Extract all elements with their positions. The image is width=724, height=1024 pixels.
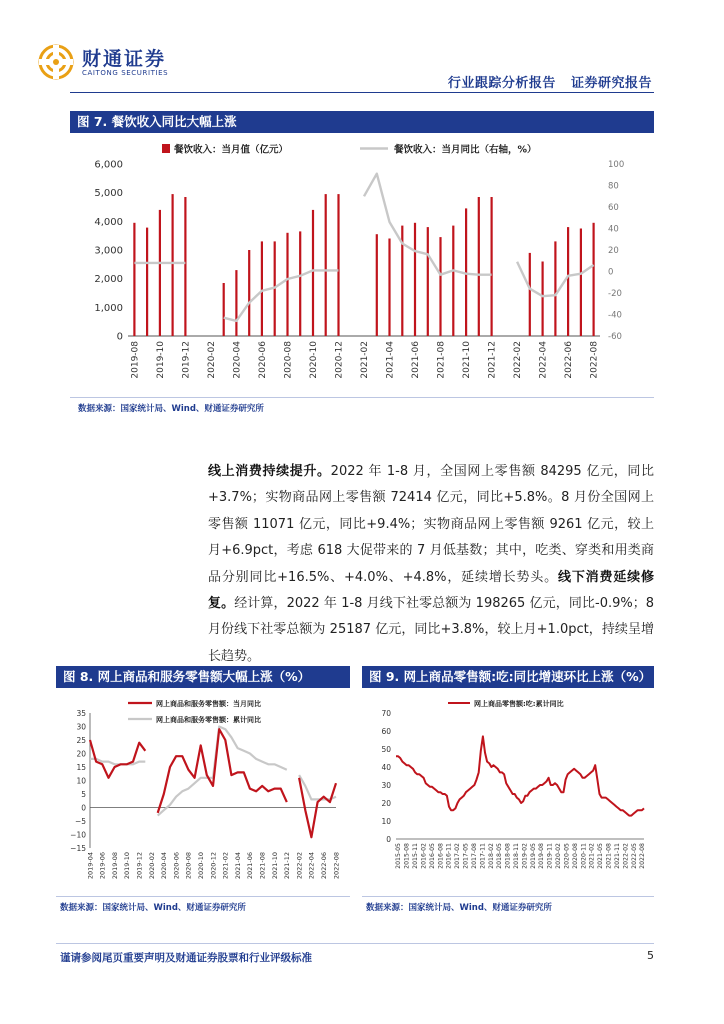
body-text-offline: 经计算，2022 年 1-8 月线下社零总额为 198265 亿元，同比-0.9%；8 月份线下社零总额为 25187 亿元，同比+3.8%，较上月+1.0pct，持续呈增长趋势。 (208, 596, 654, 664)
y-right-tick-label: 0 (608, 267, 614, 278)
bar-mark (542, 262, 544, 337)
x-tick-label: 2022-04 (307, 852, 316, 880)
y-tick-label: −5 (74, 816, 86, 826)
x-tick-label: 2018-05 (496, 843, 504, 869)
x-tick-label: 2019-02 (521, 843, 529, 869)
footer-disclaimer: 谨请参阅尾页重要声明及财通证券股票和行业评级标准 (60, 952, 312, 964)
x-tick-label: 2022-08 (639, 843, 647, 869)
bar-mark (580, 229, 582, 337)
y-right-tick-label: 80 (608, 181, 619, 192)
legend-bar-label: 餐饮收入：当月值（亿元） (174, 144, 289, 156)
body-highlight-offline: 线下消费延续修复。 (208, 569, 654, 612)
x-tick-label: 2019-08 (110, 852, 119, 880)
body-text-online: 2022 年 1-8 月，全国网上零售额 84295 亿元，同比+3.7%；实物商品网上零售额 72414 亿元，同比+5.8%。8 月份全国网上零售额 11071 亿元，同比+9.4%；实物商品网上零售额 9261 亿元，较上月+6.9pct，考虑 618 大促带来的 7 月低基数；其中，吃类、穿类和用类商品分别同比+16.5%、+4.0%、+4.8%，延续增长势头。 (208, 464, 654, 585)
body-highlight-online: 线上消费持续提升。 (208, 464, 331, 479)
y-tick-label: 10 (381, 816, 391, 826)
x-tick-label: 2015-05 (395, 843, 403, 869)
body-paragraph (208, 459, 654, 670)
x-tick-label: 2020-08 (283, 341, 294, 379)
x-tick-label: 2021-02 (588, 843, 596, 869)
y-right-tick-label: 40 (608, 224, 619, 235)
page-number: 5 (647, 949, 654, 962)
y-tick-label: 0 (386, 834, 391, 844)
bar-mark (235, 270, 237, 336)
y-tick-label: 5 (81, 789, 86, 799)
x-tick-label: 2016-02 (420, 843, 428, 869)
bar-mark (427, 227, 429, 336)
y-tick-label: 50 (381, 744, 391, 754)
y-left-tick-label: 3,000 (94, 245, 123, 257)
y-right-tick-label: 20 (608, 246, 619, 256)
legend-label: 网上商品零售额:吃:累计同比 (474, 700, 564, 708)
x-tick-label: 2020-12 (334, 341, 345, 379)
x-tick-label: 2021-04 (233, 852, 242, 880)
legend-line-label: 餐饮收入：当月同比（右轴，%） (394, 144, 537, 156)
bar-mark (248, 250, 250, 336)
figure-8-source: 数据来源：国家统计局、Wind、财通证券研究所 (60, 903, 246, 913)
figure-8-chart (56, 692, 350, 894)
x-tick-label: 2022-02 (622, 843, 630, 869)
figure-7-chart (70, 140, 654, 396)
cumulative-line (90, 727, 336, 816)
y-tick-label: 15 (76, 762, 86, 772)
x-tick-label: 2021-04 (385, 341, 396, 379)
x-tick-label: 2017-05 (462, 843, 470, 869)
x-tick-label: 2021-12 (487, 341, 498, 379)
figure-7-title: 图 7. 餐饮收入同比大幅上涨 (70, 111, 654, 133)
y-tick-label: −10 (70, 830, 86, 840)
bar-mark (223, 283, 225, 336)
x-tick-label: 2021-11 (614, 843, 621, 869)
bar-mark (478, 197, 480, 336)
x-tick-label: 2021-10 (462, 341, 473, 379)
figure-9-source-divider (362, 896, 654, 897)
bar-mark (452, 226, 454, 336)
x-tick-label: 2020-04 (160, 852, 169, 880)
bar-mark (376, 234, 378, 336)
figure-9-title: 图 9. 网上商品零售额:吃:同比增速环比上涨（%） (362, 666, 654, 688)
y-left-tick-label: 0 (116, 331, 123, 343)
bar-mark (325, 194, 327, 336)
x-tick-label: 2019-05 (529, 843, 537, 869)
x-tick-label: 2020-10 (309, 341, 319, 379)
bar-mark (554, 241, 556, 336)
y-left-tick-label: 5,000 (94, 188, 123, 200)
bar-mark (465, 208, 467, 336)
x-tick-label: 2022-04 (538, 341, 549, 379)
x-tick-label: 2018-08 (504, 843, 512, 869)
report-type: 行业跟踪分析报告 证券研究报告 (447, 76, 652, 91)
footer-divider (56, 943, 654, 944)
x-tick-label: 2021-10 (270, 852, 279, 880)
x-tick-label: 2021-08 (258, 852, 267, 880)
header-divider (70, 92, 654, 93)
y-right-tick-label: -40 (608, 310, 622, 321)
y-right-tick-label: 100 (608, 160, 625, 170)
y-tick-label: 20 (381, 798, 391, 808)
legend-monthly-label: 网上商品和服务零售额：当月同比 (156, 700, 261, 708)
x-tick-label: 2022-02 (295, 852, 304, 880)
x-tick-label: 2019-08 (130, 341, 141, 379)
bar-mark (299, 231, 301, 336)
x-tick-label: 2022-05 (630, 843, 638, 869)
y-right-tick-label: 60 (608, 203, 619, 213)
x-tick-label: 2019-12 (135, 852, 144, 880)
x-tick-label: 2021-08 (436, 341, 447, 379)
x-tick-label: 2020-02 (147, 852, 156, 880)
x-tick-label: 2019-06 (98, 852, 107, 880)
y-tick-label: 20 (76, 749, 86, 759)
y-tick-label: 60 (381, 726, 391, 736)
bar-mark (159, 210, 161, 336)
x-tick-label: 2020-05 (563, 843, 571, 869)
y-left-tick-label: 2,000 (94, 274, 123, 286)
y-tick-label: 40 (381, 762, 391, 772)
x-tick-label: 2022-02 (513, 341, 524, 379)
bar-mark (184, 197, 186, 336)
x-tick-label: 2016-05 (428, 843, 436, 869)
x-tick-label: 2021-02 (360, 341, 370, 379)
x-tick-label: 2021-02 (221, 852, 230, 880)
y-tick-label: 10 (76, 776, 86, 786)
bar-mark (337, 194, 339, 336)
x-tick-label: 2020-02 (555, 843, 563, 869)
x-tick-label: 2020-06 (257, 341, 268, 379)
y-left-tick-label: 4,000 (94, 216, 123, 228)
x-tick-label: 2020-11 (580, 843, 588, 869)
legend-bar-swatch (162, 144, 170, 153)
x-tick-label: 2019-04 (86, 852, 95, 880)
bar-mark (567, 227, 569, 336)
y-tick-label: −15 (70, 843, 86, 853)
x-tick-label: 2020-08 (571, 843, 579, 869)
figure-9-source: 数据来源：国家统计局、Wind、财通证券研究所 (366, 903, 552, 913)
y-right-tick-label: -20 (608, 289, 622, 299)
y-tick-label: 70 (381, 708, 391, 718)
yoy-line (134, 174, 593, 321)
legend-cumulative-label: 网上商品和服务零售额：累计同比 (156, 716, 261, 724)
y-tick-label: 35 (76, 708, 86, 718)
x-tick-label: 2019-12 (181, 341, 192, 379)
x-tick-label: 2022-06 (320, 852, 328, 880)
figure-7-source: 数据来源：国家统计局、Wind、财通证券研究所 (78, 404, 264, 414)
y-left-tick-label: 1,000 (94, 302, 123, 314)
x-tick-label: 2016-11 (445, 843, 453, 869)
x-tick-label: 2022-06 (564, 341, 575, 379)
y-tick-label: 30 (76, 722, 86, 732)
figure-8-title: 图 8. 网上商品和服务零售额大幅上涨（%） (56, 666, 350, 688)
x-tick-label: 2020-12 (209, 852, 218, 880)
bar-mark (261, 241, 263, 336)
x-tick-label: 2021-12 (283, 852, 292, 880)
bar-mark (414, 223, 416, 336)
x-tick-label: 2020-08 (184, 852, 193, 880)
x-tick-label: 2015-11 (412, 843, 419, 869)
x-tick-label: 2021-08 (605, 843, 613, 869)
x-tick-label: 2020-02 (206, 341, 217, 379)
bar-mark (439, 237, 441, 336)
y-left-tick-label: 6,000 (94, 159, 123, 171)
x-tick-label: 2020-04 (232, 341, 243, 379)
x-tick-label: 2020-10 (197, 852, 205, 880)
bar-mark (172, 194, 174, 336)
x-tick-label: 2021-05 (597, 843, 605, 869)
figure-9-chart (362, 692, 654, 894)
x-tick-label: 2017-08 (470, 843, 478, 869)
x-tick-label: 2021-06 (411, 341, 421, 379)
bar-mark (312, 210, 314, 336)
x-tick-label: 2019-08 (538, 843, 546, 869)
x-tick-label: 2019-10 (155, 341, 166, 379)
x-tick-label: 2017-11 (479, 843, 487, 869)
y-tick-label: 25 (76, 735, 86, 745)
figure-8-source-divider (56, 896, 350, 897)
x-tick-label: 2017-02 (454, 843, 462, 869)
x-tick-label: 2022-08 (589, 341, 600, 379)
bar-mark (133, 223, 135, 336)
x-tick-label: 2016-08 (437, 843, 445, 869)
y-tick-label: 0 (81, 803, 86, 813)
food-yoy-line (396, 736, 644, 815)
bar-mark (593, 223, 595, 336)
y-right-tick-label: -60 (608, 332, 622, 342)
bar-mark (146, 228, 148, 336)
monthly-line (90, 729, 336, 837)
x-tick-label: 2015-08 (403, 843, 411, 869)
company-logo-icon (38, 44, 74, 80)
bar-mark (388, 239, 390, 337)
x-tick-label: 2019-10 (123, 852, 132, 880)
bar-mark (286, 233, 288, 336)
bar-mark (491, 197, 493, 336)
x-tick-label: 2018-11 (513, 843, 520, 869)
x-tick-label: 2022-08 (332, 852, 341, 880)
brand-name-en: CAITONG SECURITIES (82, 69, 169, 77)
x-tick-label: 2018-02 (487, 843, 495, 869)
bar-mark (529, 253, 531, 336)
x-tick-label: 2019-11 (546, 843, 554, 869)
figure-7-source-divider (70, 397, 654, 398)
x-tick-label: 2020-06 (172, 852, 181, 880)
brand-name-cn: 财通证券 (82, 48, 167, 70)
x-tick-label: 2021-06 (246, 852, 255, 880)
y-tick-label: 30 (381, 780, 391, 790)
